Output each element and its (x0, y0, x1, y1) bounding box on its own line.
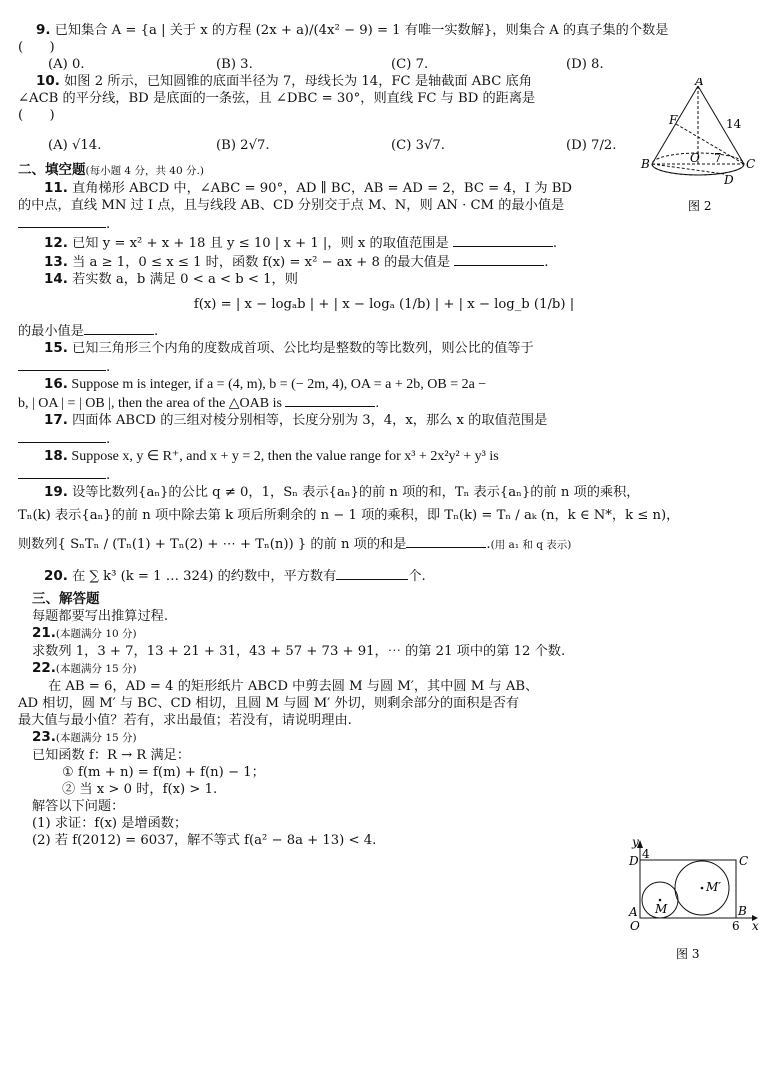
question-text: Suppose x, y ∈ R⁺, and x + y = 2, then the value range for x³ + 2x²y² + y³ is (71, 449, 499, 464)
label-m-prime: M′ (706, 880, 722, 894)
label-o: O (630, 919, 640, 933)
formula-q14: f(x) = | x − logₐb | + | x − logₐ (1/b) | + | x − log_b (1/b) | (193, 297, 575, 312)
section-note: (每小题 4 分，共 40 分.) (85, 165, 204, 177)
score-note: (本题满分 15 分) (55, 732, 137, 744)
center-m (659, 899, 662, 902)
question-10-line2: ∠ACB 的平分线，BD 是底面的一条弦，且 ∠DBC = 30°，则直线 FC 与 BD 的距离是 (18, 91, 536, 106)
figure-3-rectangle (622, 838, 762, 968)
question-number: 15. (44, 340, 68, 356)
answer-blank: . (18, 465, 750, 484)
score-note: (本题满分 10 分) (55, 628, 137, 640)
question-22-line3: 最大值与最小值？若有，求出最值；若没有，请说明理由. (18, 713, 352, 728)
question-23-intro: 已知函数 f：R → R 满足： (32, 748, 191, 763)
answer-blank (84, 321, 154, 335)
question-22-line1: 在 AB = 6，AD = 4 的矩形纸片 ABCD 中剪去圆 M 与圆 M′，其中圆 M 与 AB、 (48, 679, 539, 694)
line3-text: 则数列{ SₙTₙ / (Tₙ(1) + Tₙ(2) + ⋯ + Tₙ(n)) } 的前 n 项的和是 (18, 537, 407, 552)
part-2: (2) 若 f(2012) = 6037，解不等式 f(a² − 8a + 13) < 4. (32, 833, 377, 848)
condition-1: ① f(m + n) = f(m) + f(n) − 1； (62, 765, 265, 780)
label-7: 7 (714, 151, 722, 165)
label-f: F (669, 113, 678, 127)
label-m: M (655, 902, 668, 916)
figure-caption: 图 2 (688, 199, 712, 213)
cone-diagram (640, 78, 760, 218)
option-b: (B) 2√7. (216, 137, 270, 153)
label-6: 6 (732, 919, 740, 933)
part-1: (1) 求证：f(x) 是增函数； (32, 816, 188, 831)
answer-paren: ( ) (18, 108, 55, 123)
tail-text: 的最小值是 (18, 324, 84, 339)
question-23 (18, 729, 750, 747)
options-q9 (18, 56, 750, 73)
option-d: (D) 7/2. (566, 137, 617, 153)
center-m-prime (701, 887, 704, 890)
section-title: 三、解答题 (32, 591, 100, 607)
option-d: (D) 8. (566, 57, 604, 72)
question-19-line2: Tₙ(k) 表示{aₙ}的前 n 项中除去第 k 项后所剩余的 n − 1 项的乘积，即 Tₙ(k) = Tₙ / aₖ (n，k ∈ N*，k ≤ n)， (18, 508, 680, 523)
question-10 (18, 73, 656, 90)
question-13: 13. 当 a ≥ 1，0 ≤ x ≤ 1 时，函数 f(x) = x² − ax + 8 的最大值是 . (44, 254, 549, 270)
answer-blank: . (18, 357, 750, 376)
label-c: C (739, 854, 749, 868)
question-15 (18, 340, 750, 357)
answer-blank (285, 393, 375, 407)
label-x: x (752, 919, 759, 933)
label-a: A (695, 78, 704, 88)
question-text: 四面体 ABCD 的三组对棱分别相等，长度分别为 3，4，x，那么 x 的取值范围是 (72, 413, 548, 428)
question-text: 当 a ≥ 1，0 ≤ x ≤ 1 时，函数 f(x) = x² − ax + 8 的最大值是 (72, 255, 451, 270)
option-a: (A) 0. (48, 57, 85, 72)
label-c: C (746, 157, 756, 171)
answer-blank (336, 566, 408, 580)
question-number: 9. (36, 22, 51, 38)
answer-blank (406, 534, 486, 548)
question-text: 已知集合 A = {a | 关于 x 的方程 (2x + a)/(4x² − 9) = 1 有唯一实数解}，则集合 A 的真子集的个数是 (54, 23, 669, 38)
question-number: 23. (32, 729, 56, 745)
question-number: 16. (44, 376, 68, 392)
question-14-tail: 的最小值是 . (18, 321, 750, 340)
question-number: 21. (32, 625, 56, 641)
chord-bd (652, 164, 724, 174)
question-number: 11. (44, 180, 68, 196)
question-14 (18, 271, 750, 288)
label-d: D (724, 173, 734, 187)
section-3-heading (18, 591, 750, 608)
question-text-line1: 设等比数列{aₙ}的公比 q ≠ 0，1，Sₙ 表示{aₙ}的前 n 项的和，Tₙ 表示{aₙ}的前 n 项的乘积， (72, 485, 640, 500)
answer-blank (454, 252, 544, 266)
question-18 (18, 448, 750, 465)
label-a: A (629, 905, 638, 919)
question-text-line1: Suppose m is integer, if a = (4, m), b = (− 2m, 4), OA = a + 2b, OB = 2a − (71, 377, 487, 392)
figure-2-cone (640, 78, 760, 218)
option-c: (C) 7. (391, 57, 429, 72)
question-text: 已知 y = x² + x + 18 且 y ≤ 10 | x + 1 |，则 x 的取值范围是 (72, 236, 449, 251)
question-number: 18. (44, 448, 68, 464)
hint-note: (用 a₁ 和 q 表示) (490, 539, 572, 551)
question-22-line2: AD 相切，圆 M′ 与 BC、CD 相切，且圆 M 与圆 M′ 外切，则剩余部分的面积是否有 (18, 696, 520, 711)
question-text: 已知三角形三个内角的度数成首项、公比均是整数的等比数列，则公比的值等于 (72, 341, 534, 356)
label-14: 14 (726, 117, 742, 131)
question-23-ask: 解答以下问题： (32, 799, 125, 814)
question-number: 17. (44, 412, 68, 428)
section-title: 二、填空题 (18, 162, 86, 178)
label-b: B (641, 157, 650, 171)
question-21 (18, 625, 750, 643)
answer-paren: ( ) (18, 40, 55, 55)
label-4: 4 (642, 847, 650, 861)
question-text: 若实数 a，b 满足 0 < a < b < 1，则 (72, 272, 298, 287)
label-y: y (632, 838, 639, 849)
question-20 (18, 566, 750, 585)
question-19 (18, 484, 750, 501)
question-21-text: 求数列 1，3 + 7，13 + 21 + 31，43 + 57 + 73 + 91，⋯ 的第 21 项中的第 12 个数. (32, 644, 566, 659)
question-16-line2: b, | OA | = | OB |, then the area of the △OAB is . (18, 393, 750, 412)
label-b: B (738, 904, 747, 918)
question-9 (18, 22, 750, 39)
question-12: 12. 已知 y = x² + x + 18 且 y ≤ 10 | x + 1 |，则 x 的取值范围是 . (44, 235, 558, 251)
question-number: 19. (44, 484, 68, 500)
question-number: 22. (32, 660, 56, 676)
question-number: 13. (44, 254, 68, 270)
condition-2: ② 当 x > 0 时，f(x) > 1. (62, 782, 218, 797)
question-16 (18, 376, 750, 393)
question-number: 14. (44, 271, 68, 287)
section-3-note: 每题都要写出推算过程. (32, 609, 169, 624)
label-o: O (690, 151, 700, 165)
question-number: 12. (44, 235, 68, 251)
option-c: (C) 3√7. (391, 137, 445, 153)
answer-blank: . (18, 429, 750, 448)
question-text-line1: 直角梯形 ABCD 中，∠ABC = 90°，AD ∥ BC，AB = AD = 2，BC = 4，I 为 BD (72, 181, 572, 196)
score-note: (本题满分 15 分) (55, 663, 137, 675)
question-text: 在 ∑ k³ (k = 1 … 324) 的约数中，平方数有 (72, 569, 337, 584)
label-d: D (629, 854, 639, 868)
question-22 (18, 660, 750, 678)
option-b: (B) 3. (216, 57, 253, 72)
question-17 (18, 412, 750, 429)
option-a: (A) √14. (48, 137, 102, 153)
question-text-post: 个. (408, 569, 426, 584)
answer-blank: . (18, 214, 750, 233)
answer-blank (453, 233, 553, 247)
question-11-line2: 的中点，直线 MN 过 I 点，且与线段 AB、CD 分别交于点 M、N，则 AN · CM 的最小值是 (18, 198, 565, 213)
figure-caption: 图 3 (676, 947, 700, 961)
line2-text: b, | OA | = | OB |, then the area of the △OAB is (18, 396, 282, 411)
question-number: 10. (36, 73, 60, 89)
question-text-line1: 如图 2 所示，已知圆锥的底面半径为 7，母线长为 14，FC 是轴截面 ABC 底角 (64, 74, 532, 89)
question-19-line3: 则数列{ SₙTₙ / (Tₙ(1) + Tₙ(2) + ⋯ + Tₙ(n)) } 的前 n 项的和是 .(用 a₁ 和 q 表示) (18, 534, 750, 554)
rectangle-diagram (622, 838, 762, 968)
question-number: 20. (44, 568, 68, 584)
